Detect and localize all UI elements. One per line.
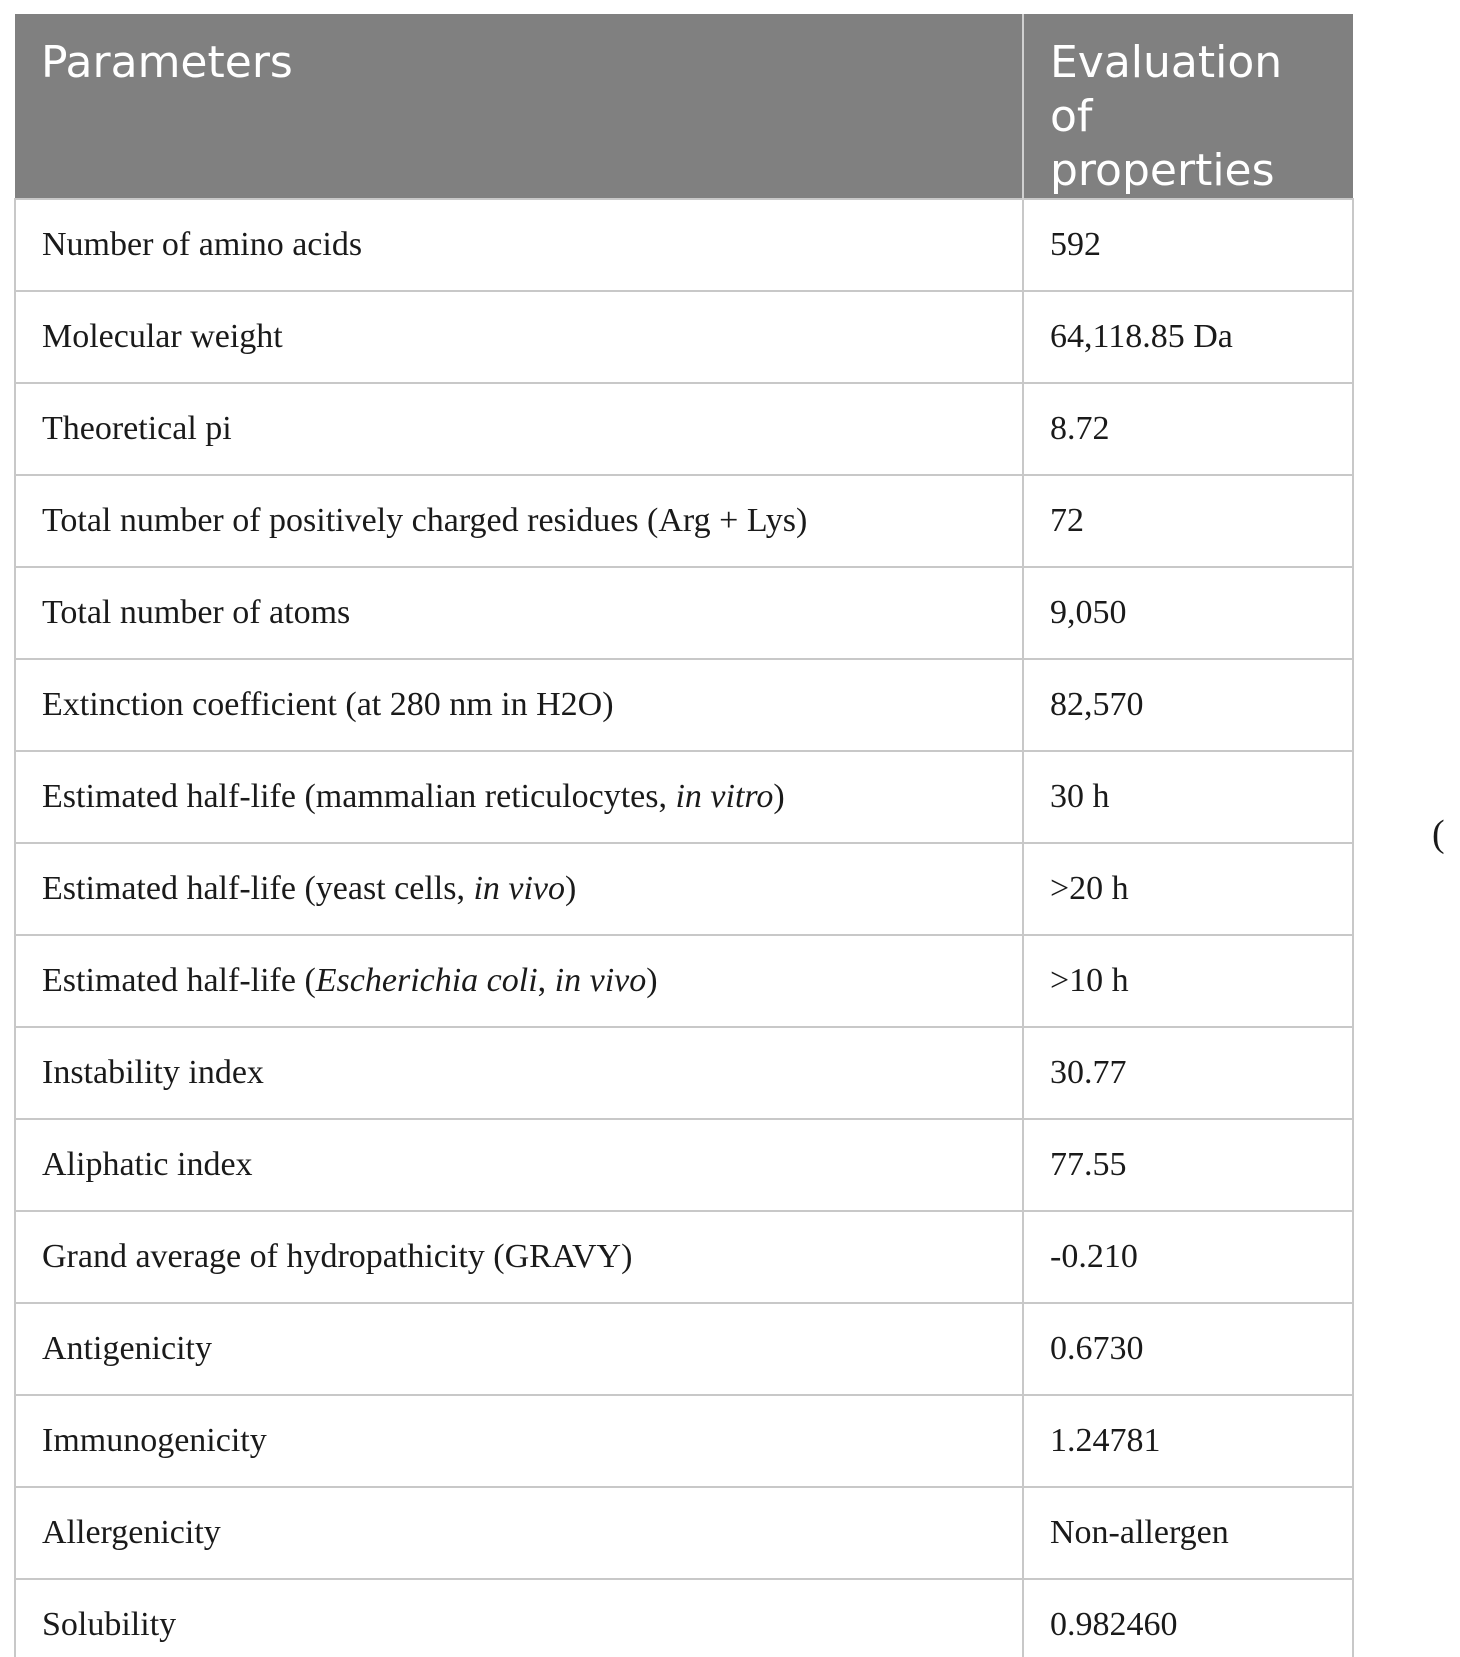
value-cell: 30.77 — [1023, 1027, 1353, 1119]
parameter-cell: Grand average of hydropathicity (GRAVY) — [15, 1211, 1023, 1303]
table-row — [15, 291, 1353, 383]
value-cell: 9,050 — [1023, 567, 1353, 659]
parameter-text: Estimated half-life (yeast cells, — [42, 870, 474, 907]
value-cell: 1.24781 — [1023, 1395, 1353, 1487]
value-cell: 30 h — [1023, 751, 1353, 843]
value-cell: 0.982460 — [1023, 1579, 1353, 1657]
parameter-italic-text: in vitro — [675, 778, 774, 815]
parameter-cell: Molecular weight — [15, 291, 1023, 383]
table-row — [15, 751, 1353, 843]
table-row — [15, 935, 1353, 1027]
value-cell: 64,118.85 Da — [1023, 291, 1353, 383]
parameter-cell: Instability index — [15, 1027, 1023, 1119]
table-header — [15, 14, 1353, 199]
parameter-cell: Total number of atoms — [15, 567, 1023, 659]
parameter-text: Estimated half-life ( — [42, 962, 316, 999]
table-row — [15, 843, 1353, 935]
table-row — [15, 1303, 1353, 1395]
parameter-cell: Extinction coefficient (at 280 nm in H2O) — [15, 659, 1023, 751]
table-row — [15, 1027, 1353, 1119]
header-parameters: Parameters — [15, 14, 1023, 199]
properties-table-container — [14, 14, 1352, 1657]
parameter-cell: Total number of positively charged residues (Arg + Lys) — [15, 475, 1023, 567]
table-body — [15, 199, 1353, 1657]
parameter-cell: Immunogenicity — [15, 1395, 1023, 1487]
table-row — [15, 1211, 1353, 1303]
parameter-cell — [15, 843, 1023, 935]
parameter-cell: Number of amino acids — [15, 199, 1023, 291]
parameter-text: ) — [565, 870, 577, 907]
parameter-text: ) — [773, 778, 785, 815]
parameter-cell: Allergenicity — [15, 1487, 1023, 1579]
table-row — [15, 1119, 1353, 1211]
value-cell: >10 h — [1023, 935, 1353, 1027]
value-cell: Non-allergen — [1023, 1487, 1353, 1579]
table-row — [15, 383, 1353, 475]
parameter-text: , — [537, 962, 555, 999]
table-row — [15, 475, 1353, 567]
value-cell: 0.6730 — [1023, 1303, 1353, 1395]
parameter-text: Estimated half-life (mammalian reticulocytes, — [42, 778, 676, 815]
value-cell: -0.210 — [1023, 1211, 1353, 1303]
properties-table — [14, 14, 1354, 1657]
table-row — [15, 1487, 1353, 1579]
value-cell: 72 — [1023, 475, 1353, 567]
parameter-cell: Theoretical pi — [15, 383, 1023, 475]
parameter-cell — [15, 751, 1023, 843]
table-row — [15, 659, 1353, 751]
value-cell: 592 — [1023, 199, 1353, 291]
parameter-cell: Solubility — [15, 1579, 1023, 1657]
table-row — [15, 1579, 1353, 1657]
parameter-cell: Aliphatic index — [15, 1119, 1023, 1211]
value-cell: 82,570 — [1023, 659, 1353, 751]
table-row — [15, 567, 1353, 659]
header-row — [15, 14, 1353, 199]
table-row — [15, 199, 1353, 291]
stray-parenthesis: ( — [1432, 813, 1445, 855]
parameter-italic-text: in vivo — [554, 962, 647, 999]
parameter-cell — [15, 935, 1023, 1027]
table-row — [15, 1395, 1353, 1487]
parameter-italic-text: in vivo — [473, 870, 566, 907]
parameter-cell: Antigenicity — [15, 1303, 1023, 1395]
parameter-italic-text: Escherichia coli — [315, 962, 538, 999]
value-cell: 77.55 — [1023, 1119, 1353, 1211]
parameter-text: ) — [646, 962, 658, 999]
value-cell: 8.72 — [1023, 383, 1353, 475]
header-evaluation: Evaluation of properties — [1023, 14, 1353, 199]
value-cell: >20 h — [1023, 843, 1353, 935]
